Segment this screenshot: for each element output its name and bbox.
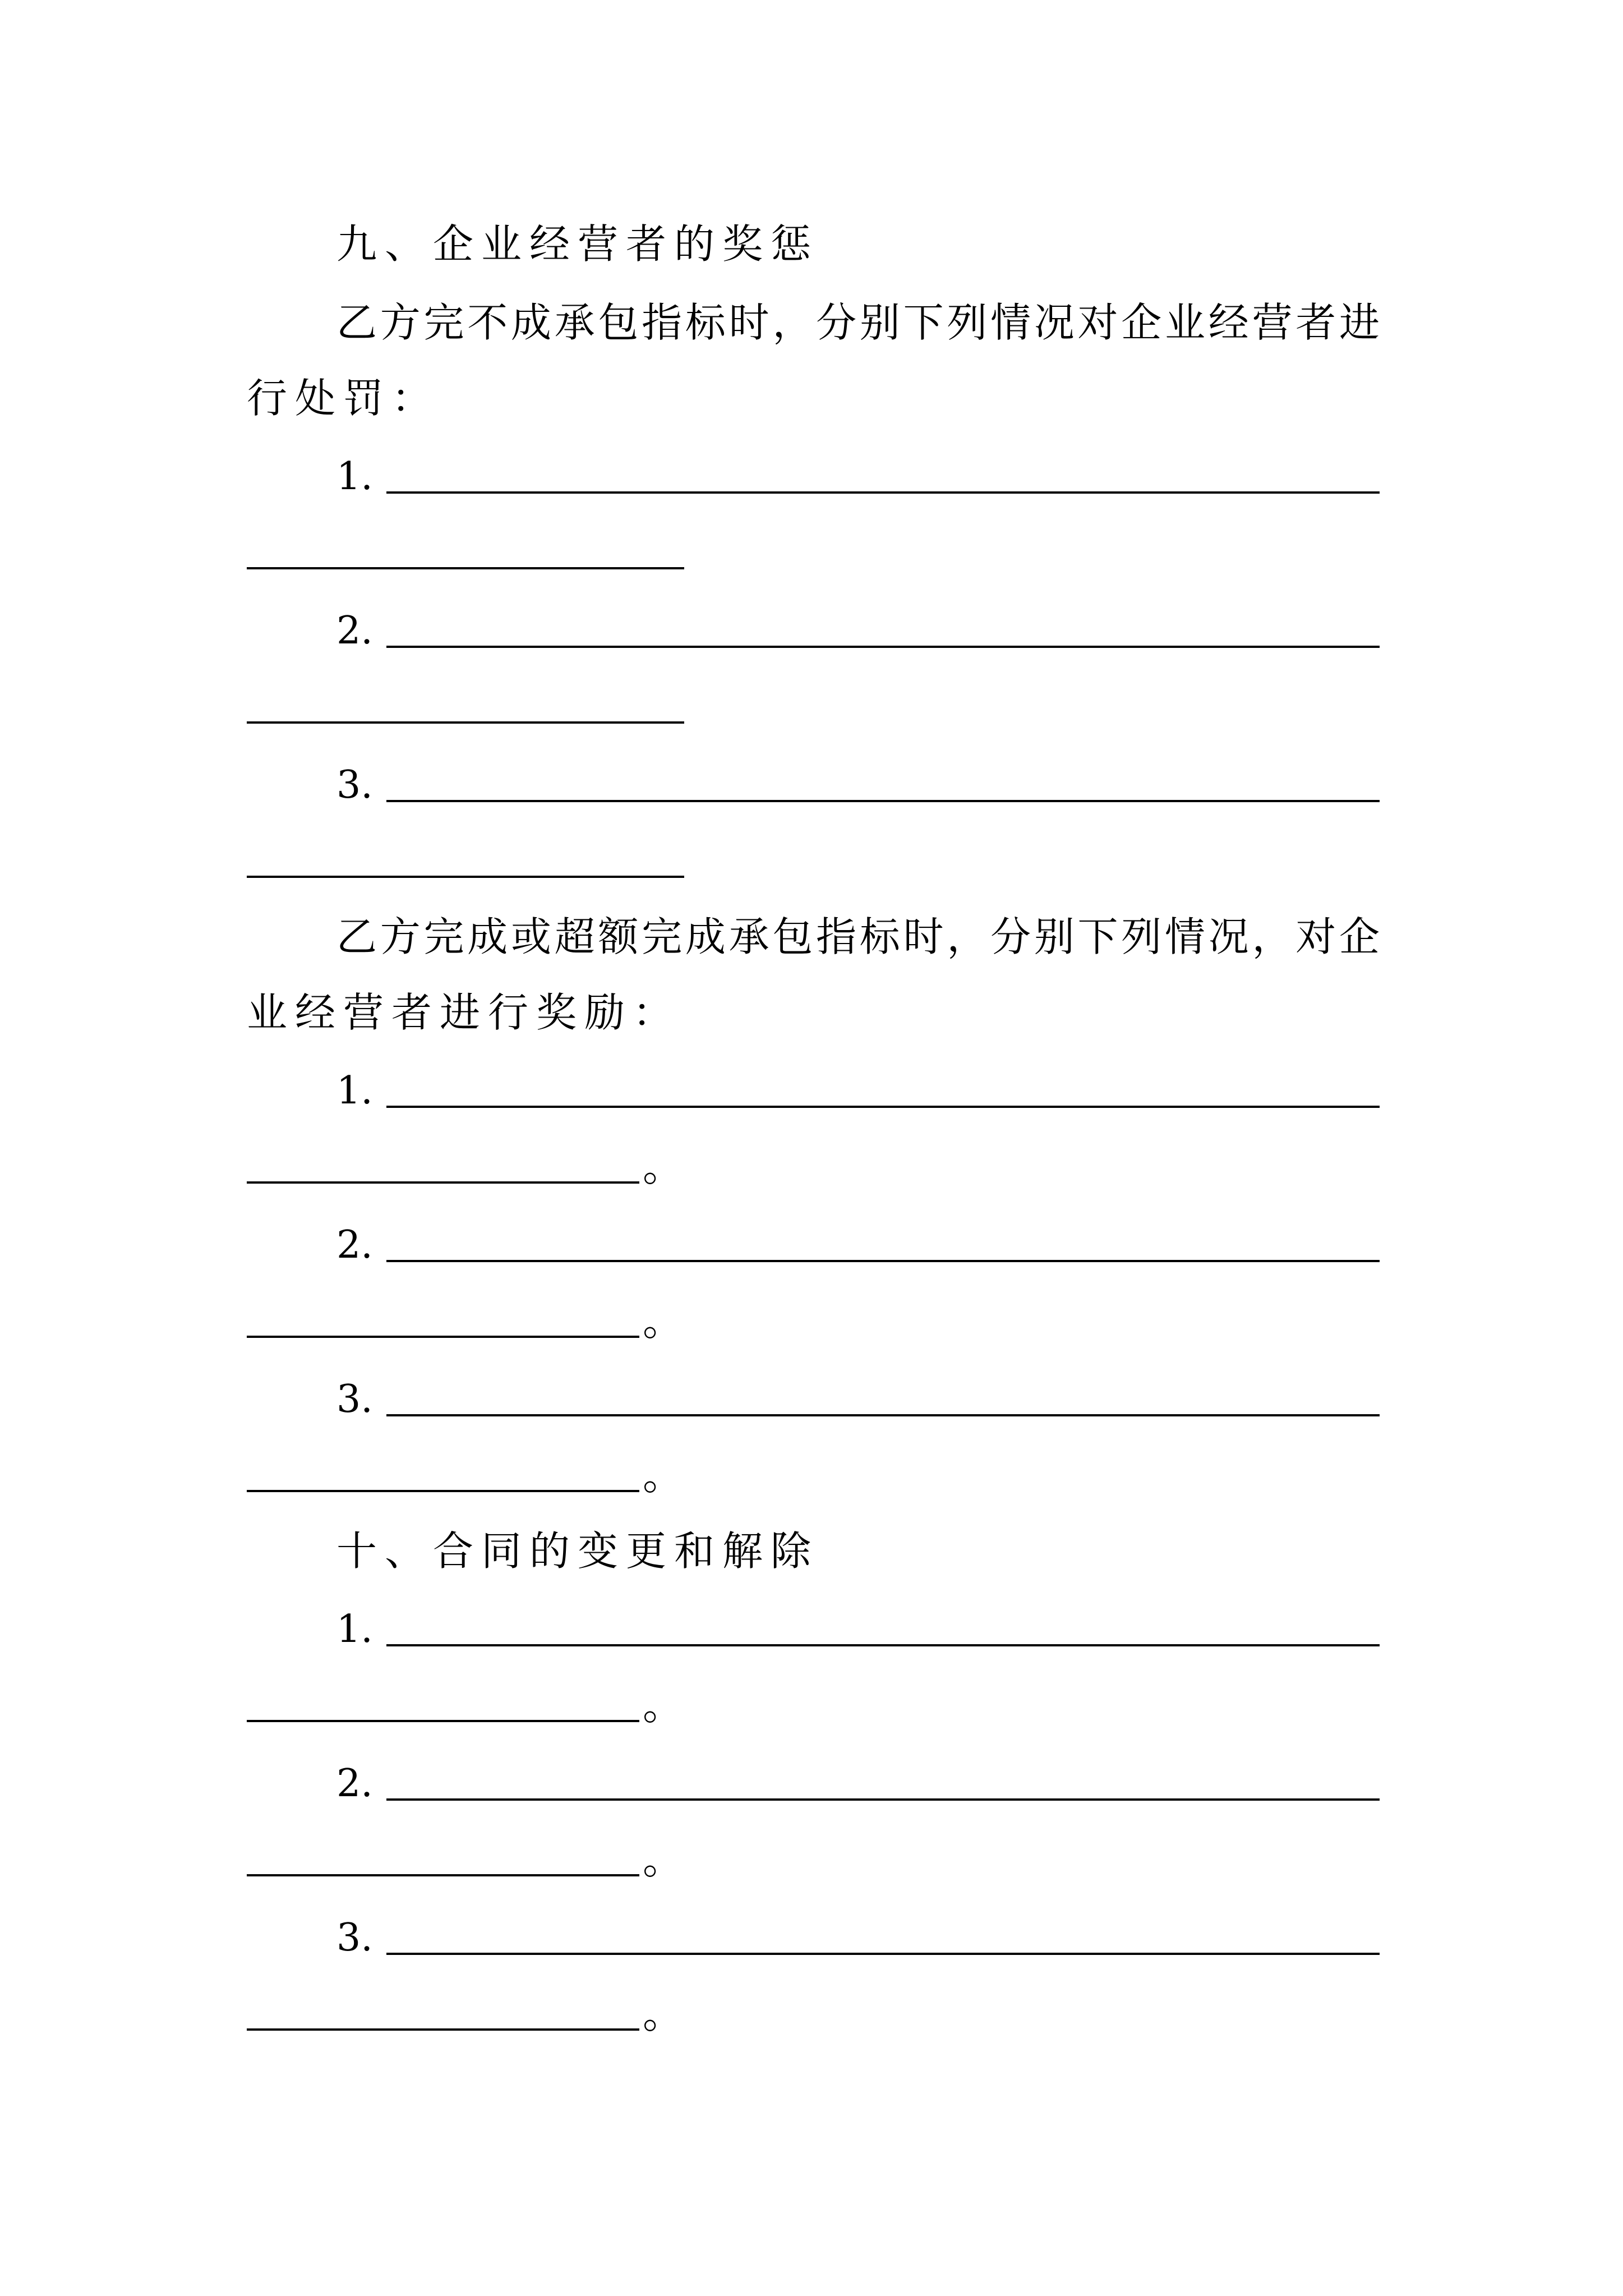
item-number: 2. [336, 609, 373, 653]
item-number: 3. [336, 1377, 373, 1421]
section10-item-2-continuation [247, 1832, 683, 1888]
reward-item-3-continuation [247, 1447, 683, 1503]
penalty-intro-line1: 乙方完不成承包指标时，分别下列情况对企业经营者进 [336, 299, 1380, 346]
fill-blank [386, 800, 1380, 802]
fill-blank [247, 1720, 639, 1722]
section10-heading: 十、合同的变更和解除 [336, 1527, 819, 1575]
reward-item-2 [336, 1217, 1380, 1273]
fill-blank [247, 1336, 639, 1338]
period-mark: 。 [643, 1836, 684, 1883]
reward-item-2-continuation [247, 1293, 683, 1349]
fill-blank [386, 1414, 1380, 1416]
penalty-item-3 [336, 757, 1380, 813]
fill-blank [247, 1874, 639, 1876]
fill-blank [247, 567, 684, 569]
section10-item-3 [336, 1910, 1380, 1966]
fill-blank [247, 721, 684, 724]
penalty-item-1 [336, 449, 1380, 505]
item-number: 1. [336, 1069, 373, 1113]
fill-blank [386, 1953, 1380, 1955]
period-mark: 。 [643, 1452, 684, 1499]
fill-blank [386, 1644, 1380, 1646]
fill-blank [386, 491, 1380, 494]
reward-intro-line2: 业经营者进行奖励： [247, 989, 681, 1036]
reward-intro-line1: 乙方完成或超额完成承包指标时，分别下列情况，对企 [336, 913, 1380, 960]
section10-item-2 [336, 1756, 1380, 1812]
fill-blank [386, 1260, 1380, 1262]
item-number: 3. [336, 763, 373, 807]
fill-blank [247, 876, 684, 878]
period-mark: 。 [643, 1143, 684, 1190]
period-mark: 。 [643, 1682, 684, 1729]
period-mark: 。 [643, 1990, 684, 2037]
item-number: 2. [336, 1223, 373, 1267]
section10-item-1 [336, 1602, 1380, 1658]
reward-item-1-continuation [247, 1139, 683, 1195]
penalty-item-3-continuation [247, 833, 684, 889]
penalty-item-1-continuation [247, 524, 684, 581]
period-mark: 。 [643, 1297, 684, 1345]
item-number: 1. [336, 1607, 373, 1651]
fill-blank [247, 2028, 639, 2031]
penalty-item-2 [336, 603, 1380, 659]
fill-blank [386, 646, 1380, 648]
section10-item-1-continuation [247, 1677, 683, 1733]
fill-blank [247, 1490, 639, 1492]
item-number: 3. [336, 1916, 373, 1960]
fill-blank [386, 1798, 1380, 1801]
penalty-item-2-continuation [247, 679, 684, 735]
penalty-intro-line2: 行处罚： [247, 375, 440, 422]
item-number: 1. [336, 454, 373, 499]
reward-item-1 [336, 1063, 1380, 1119]
fill-blank [386, 1106, 1380, 1108]
section10-item-3-continuation [247, 1986, 683, 2042]
item-number: 2. [336, 1761, 373, 1806]
reward-item-3 [336, 1372, 1380, 1428]
fill-blank [247, 1181, 639, 1184]
section9-heading: 九、企业经营者的奖惩 [336, 220, 819, 268]
